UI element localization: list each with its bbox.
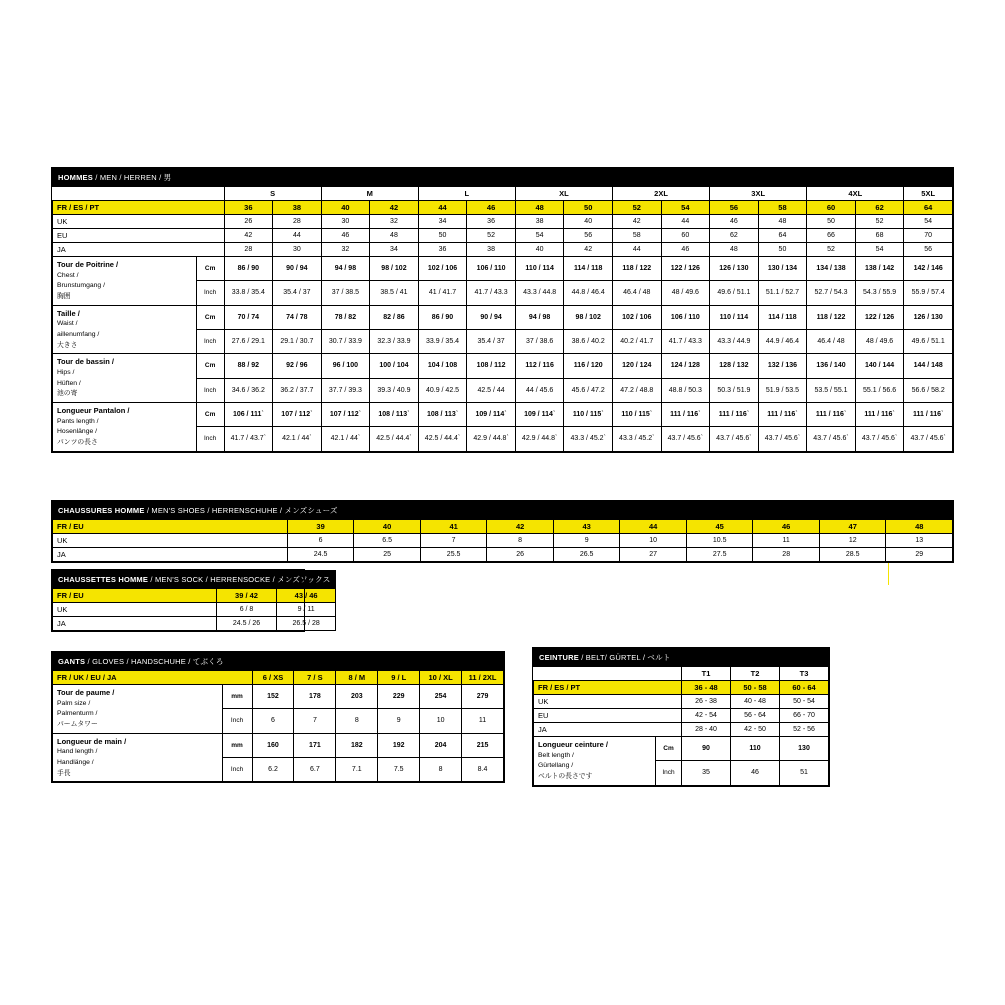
measure-label-waist: Taille / Waist / aillenumfang / 大きさ xyxy=(53,305,197,354)
table-row: Inch 6.2 6.7 7.1 7.5 8 8.4 xyxy=(53,757,504,781)
size-group-s: S xyxy=(224,187,321,201)
table-row: UK 6 / 8 9 / 11 xyxy=(53,603,336,617)
size-group-5xl: 5XL xyxy=(904,187,953,201)
row-label: FR / ES / PT xyxy=(53,201,225,215)
table-row: Inch 6 7 8 9 10 11 xyxy=(53,709,504,733)
socks-title-row xyxy=(53,571,336,589)
measure-label-hand-length: Longueur de main / Hand length / Handlänge / 手長 xyxy=(53,733,223,782)
measure-label-palm-size: Tour de paume / Palm size / Palmenturm / パームタワー xyxy=(53,685,223,734)
unit-inch: Inch xyxy=(196,281,224,305)
gloves-table xyxy=(52,652,504,782)
table-row: FR / UK / EU / JA 6 / XS 7 / S 8 / M 9 / L 10 / XL 11 / 2XL xyxy=(53,671,504,685)
row-label: FR / ES / PT xyxy=(534,681,682,695)
spacer xyxy=(534,667,682,681)
row-label: JA xyxy=(53,617,217,631)
table-row: FR / EU 39 / 42 43 / 46 xyxy=(53,589,336,603)
size-group-m: M xyxy=(321,187,418,201)
size-group-4xl: 4XL xyxy=(807,187,904,201)
table-row: Longueur de main / Hand length / Handlänge / 手長 mm 160 171 182 192 204 215 xyxy=(53,733,504,757)
table-row: Longueur Pantalon / Pants length / Hosenlänge / パンツの長さ Cm 106 / 111ˋ 107 / 112ˋ 107 / 112ˋ 108 / 113ˋ 108 / 113ˋ 109 / 114ˋ 109 / 114ˋ 110 / 115ˋ 110 / 115ˋ 111 / 116ˋ 111 / 116ˋ 111 / 116ˋ 111 / 116ˋ 111 / 116ˋ 111 / 116ˋ xyxy=(53,402,953,426)
men-table xyxy=(52,168,953,452)
size-group-t1: T1 xyxy=(682,667,731,681)
unit-inch: Inch xyxy=(656,761,682,785)
men-size-table xyxy=(52,168,953,452)
men-title xyxy=(53,169,953,187)
size-group-xl: XL xyxy=(515,187,612,201)
men-title-row xyxy=(53,169,953,187)
row-label: JA xyxy=(53,243,225,257)
shoes-title-row xyxy=(53,502,953,520)
belt-size-group-row xyxy=(534,667,829,681)
spacer xyxy=(53,187,225,201)
men-title-bold: HOMMES xyxy=(58,173,93,182)
yellow-tick-mark xyxy=(888,563,889,585)
table-row: FR / EU 39 40 41 42 43 44 45 46 47 48 xyxy=(53,520,953,534)
row-label: UK xyxy=(53,603,217,617)
socks-title: CHAUSSETTES HOMME / MEN'S SOCK / HERRENSOCKE / メンズソックス xyxy=(53,571,336,589)
size-group-2xl: 2XL xyxy=(612,187,709,201)
table-row: UK 6 6.5 7 8 9 10 10.5 11 12 13 xyxy=(53,534,953,548)
belt-title-row xyxy=(534,649,829,667)
table-row: JA 28 30 32 34 36 38 40 42 44 46 48 50 52 54 56 xyxy=(53,243,953,257)
gloves-title: GANTS / GLOVES / HANDSCHUHE / てぶくろ xyxy=(53,653,504,671)
row-label: UK xyxy=(534,695,682,709)
table-row: UK 26 - 38 40 - 48 50 - 54 xyxy=(534,695,829,709)
measure-label-belt-length: Longueur ceinture / Belt length / Gürtellang / ベルトの長さです xyxy=(534,737,656,786)
table-row: JA 28 - 40 42 - 50 52 - 56 xyxy=(534,723,829,737)
gloves-title-row xyxy=(53,653,504,671)
table-row: FR / ES / PT 36 - 48 50 - 58 60 - 64 xyxy=(534,681,829,695)
table-row: JA 24.5 25 25.5 26 26.5 27 27.5 28 28.5 29 xyxy=(53,548,953,562)
table-row: Inch 35 46 51 xyxy=(534,761,829,785)
size-group-3xl: 3XL xyxy=(710,187,807,201)
size-group-t3: T3 xyxy=(780,667,829,681)
belt-title: CEINTURE / BELT/ GÜRTEL / ベルト xyxy=(534,649,829,667)
table-row: Tour de Poitrine / Chest / Brunstumgang / 胸囲 Cm 86 / 90 90 / 94 94 / 98 98 / 102 102 / 106 106 / 110 110 / 114 114 / 118 118 / 122 122 / 126 126 / 130 130 / 134 134 / 138 138 / 142 142 / 146 xyxy=(53,257,953,281)
row-label: JA xyxy=(534,723,682,737)
table-row: JA 24.5 / 26 26.5 / 28 xyxy=(53,617,336,631)
belt-table xyxy=(533,648,829,786)
unit-mm: mm xyxy=(222,685,252,709)
table-row: EU 42 - 54 56 - 64 66 - 70 xyxy=(534,709,829,723)
size-group-l: L xyxy=(418,187,515,201)
row-label: FR / EU xyxy=(53,520,288,534)
table-row: Tour de paume / Palm size / Palmenturm / パームタワー mm 152 178 203 229 254 279 xyxy=(53,685,504,709)
table-row: EU 42 44 46 48 50 52 54 56 58 60 62 64 66 68 70 xyxy=(53,229,953,243)
table-row: Inch 33.8 / 35.4 35.4 / 37 37 / 38.5 38.5 / 41 41 / 41.7 41.7 / 43.3 43.3 / 44.8 44.8 / 46.4 46.4 / 48 48 / 49.6 49.6 / 51.1 51.1 / 52.7 52.7 / 54.3 54.3 / 55.9 55.9 / 57.4 xyxy=(53,281,953,305)
table-row: Inch 27.6 / 29.1 29.1 / 30.7 30.7 / 33.9 32.3 / 33.9 33.9 / 35.4 35.4 / 37 37 / 38.6 38.6 / 40.2 40.2 / 41.7 41.7 / 43.3 43.3 / 44.9 44.9 / 46.4 46.4 / 48 48 / 49.6 49.6 / 51.1 xyxy=(53,329,953,353)
row-label: FR / UK / EU / JA xyxy=(53,671,253,685)
table-row: Taille / Waist / aillenumfang / 大きさ Cm 70 / 74 74 / 78 78 / 82 82 / 86 86 / 90 90 / 94 94 / 98 98 / 102 102 / 106 106 / 110 110 / 114 114 / 118 118 / 122 122 / 126 126 / 130 xyxy=(53,305,953,329)
row-label: EU xyxy=(534,709,682,723)
row-label: EU xyxy=(53,229,225,243)
mens-socks-table xyxy=(52,570,331,631)
table-row: Longueur ceinture / Belt length / Gürtellang / ベルトの長さです Cm 90 110 130 xyxy=(534,737,829,761)
table-row: FR / ES / PT 36 38 40 42 44 46 48 50 52 54 56 58 60 62 64 xyxy=(53,201,953,215)
table-row: Tour de bassin / Hips / Hüften / 池の寄 Cm 88 / 92 92 / 96 96 / 100 100 / 104 104 / 108 108 / 112 112 / 116 116 / 120 120 / 124 124 / 128 128 / 132 132 / 136 136 / 140 140 / 144 144 / 148 xyxy=(53,354,953,378)
table-row: UK 26 28 30 32 34 36 38 40 42 44 46 48 50 52 54 xyxy=(53,215,953,229)
unit-cm: Cm xyxy=(196,257,224,281)
table-row: Inch 34.6 / 36.2 36.2 / 37.7 37.7 / 39.3 39.3 / 40.9 40.9 / 42.5 42.5 / 44 44 / 45.6 45.6 / 47.2 47.2 / 48.8 48.8 / 50.3 50.3 / 51.9 51.9 / 53.5 53.5 / 55.1 55.1 / 56.6 56.6 / 58.2 xyxy=(53,378,953,402)
row-label: UK xyxy=(53,534,288,548)
unit-cm: Cm xyxy=(656,737,682,761)
row-label: JA xyxy=(53,548,288,562)
men-size-group-row xyxy=(53,187,953,201)
size-group-t2: T2 xyxy=(731,667,780,681)
mens-shoes-table xyxy=(52,501,953,562)
row-label: UK xyxy=(53,215,225,229)
measure-label-pants-length: Longueur Pantalon / Pants length / Hosenlänge / パンツの長さ xyxy=(53,402,197,451)
table-row: Inch 41.7 / 43.7ˋ 42.1 / 44ˋ 42.1 / 44ˋ 42.5 / 44.4ˋ 42.5 / 44.4ˋ 42.9 / 44.8ˋ 42.9 / 44.8ˋ 43.3 / 45.2ˋ 43.3 / 45.2ˋ 43.7 / 45.6ˋ 43.7 / 45.6ˋ 43.7 / 45.6ˋ 43.7 / 45.6ˋ 43.7 / 45.6ˋ 43.7 / 45.6ˋ xyxy=(53,427,953,451)
measure-label-hips: Tour de bassin / Hips / Hüften / 池の寄 xyxy=(53,354,197,403)
row-label: FR / EU xyxy=(53,589,217,603)
unit-inch: Inch xyxy=(222,709,252,733)
measure-label-chest: Tour de Poitrine / Chest / Brunstumgang / 胸囲 xyxy=(53,257,197,306)
shoes-title: CHAUSSURES HOMME / MEN'S SHOES / HERRENSCHUHE / メンズシューズ xyxy=(53,502,953,520)
men-title-rest: / MEN / HERREN / 男 xyxy=(95,173,172,182)
